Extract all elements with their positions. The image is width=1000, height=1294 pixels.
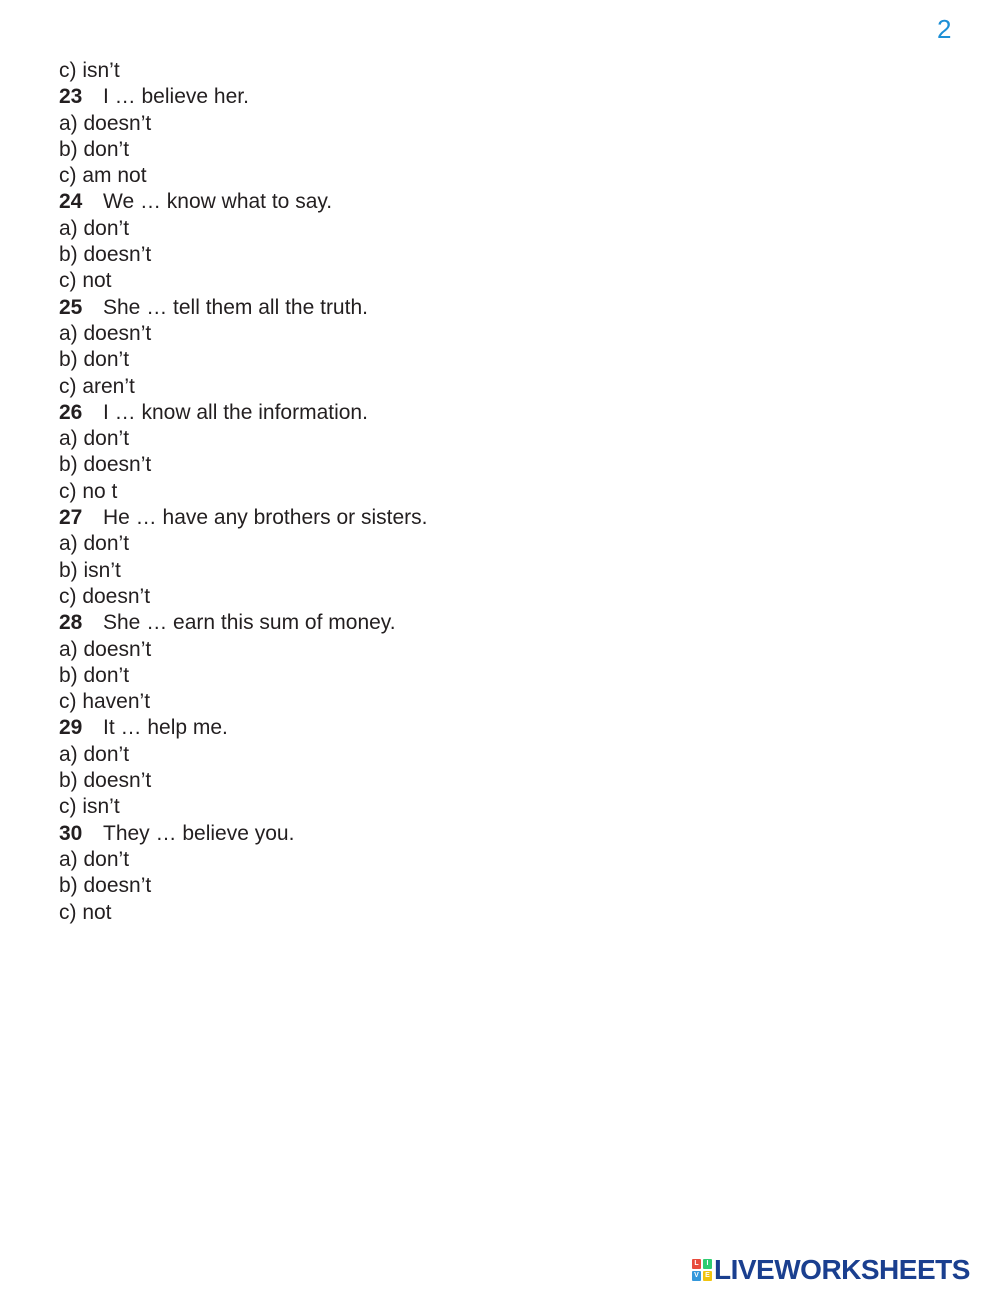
answer-option: c) isn’t — [59, 795, 120, 819]
question-number: 24 — [59, 190, 83, 214]
logo-tile: V — [692, 1271, 701, 1281]
answer-option: a) doesn’t — [59, 321, 152, 345]
question-text: I … believe her. — [103, 85, 249, 109]
answer-option: c) haven’t — [59, 690, 151, 714]
worksheet-content — [59, 58, 427, 926]
answer-option: a) don’t — [59, 532, 130, 556]
logo-tile: L — [692, 1259, 701, 1269]
question-list — [59, 84, 427, 926]
question-text: They … believe you. — [103, 821, 295, 845]
answer-option: b) don’t — [59, 348, 130, 372]
answer-option: c) am not — [59, 164, 147, 188]
answer-option: c) doesn’t — [59, 584, 151, 608]
answer-option: a) doesn’t — [59, 637, 152, 661]
answer-option: b) don’t — [59, 663, 130, 687]
question-text: He … have any brothers or sisters. — [103, 506, 428, 530]
answer-option: a) doesn’t — [59, 111, 152, 135]
question — [59, 610, 427, 636]
question-text: I … know all the information. — [103, 400, 368, 424]
question — [59, 400, 427, 426]
logo-tile: E — [703, 1271, 712, 1281]
answer-option: a) don’t — [59, 216, 130, 240]
question-number: 28 — [59, 611, 83, 635]
question-number: 27 — [59, 506, 83, 530]
question — [59, 821, 427, 847]
answer-option: b) doesn’t — [59, 874, 152, 898]
answer-option: c) no t — [59, 479, 118, 503]
question-text: She … tell them all the truth. — [103, 295, 368, 319]
question-text: We … know what to say. — [103, 190, 333, 214]
answer-option: c) aren’t — [59, 374, 135, 398]
question — [59, 715, 427, 741]
question-text: It … help me. — [103, 716, 228, 740]
question — [59, 505, 427, 531]
answer-option: a) don’t — [59, 427, 130, 451]
question — [59, 295, 427, 321]
logo-text: LIVEWORKSHEETS — [714, 1254, 970, 1285]
answer-option: b) don’t — [59, 137, 130, 161]
page-number: 2 — [937, 14, 952, 44]
answer-option: b) isn’t — [59, 558, 121, 582]
leading-option: c) isn’t — [59, 59, 120, 82]
question-number: 30 — [59, 821, 83, 845]
question-number: 25 — [59, 295, 83, 319]
answer-option: b) doesn’t — [59, 769, 152, 793]
answer-option: a) don’t — [59, 847, 130, 871]
question-number: 26 — [59, 400, 83, 424]
logo-mark-icon — [692, 1259, 712, 1281]
answer-option: a) don’t — [59, 742, 130, 766]
answer-option: b) doesn’t — [59, 453, 152, 477]
question-text: She … earn this sum of money. — [103, 611, 396, 635]
question — [59, 84, 427, 110]
question-number: 23 — [59, 85, 83, 109]
question-number: 29 — [59, 716, 83, 740]
answer-option: b) doesn’t — [59, 243, 152, 267]
logo-tile: I — [703, 1259, 712, 1269]
answer-option: c) not — [59, 900, 112, 924]
answer-option: c) not — [59, 269, 112, 293]
liveworksheets-logo — [692, 1254, 970, 1286]
question — [59, 189, 427, 215]
